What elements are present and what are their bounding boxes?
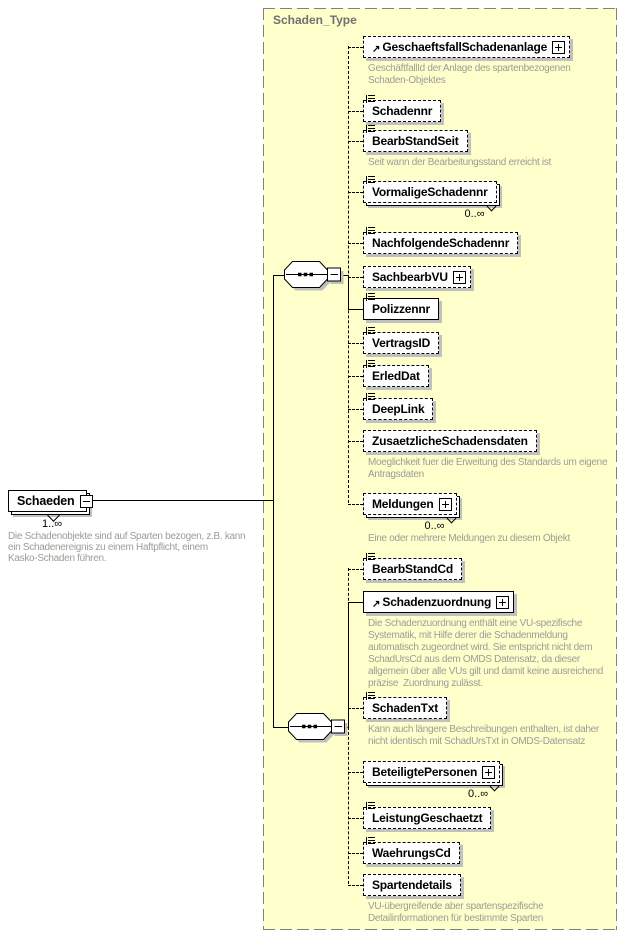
element-waehrungscd[interactable] <box>363 842 460 864</box>
sequence-compositor-2[interactable] <box>288 713 350 747</box>
text-lines-icon <box>366 360 375 368</box>
text-lines-icon <box>366 553 375 561</box>
root-description: Die Schadenobjekte sind auf Sparten bezogen, z.B. kann ein Schadenereignis zu einem Haftpflicht, einem Kasko-Schaden führen. <box>8 531 246 564</box>
multiplicity-label: 0..∞ <box>464 208 485 220</box>
element-annotation: Kann auch längere Beschreibungen enthalten, ist daher nicht identisch mit SchadUrsTxt in OMDS-Datensatz <box>368 724 599 747</box>
connector-line <box>273 275 274 728</box>
element-box-wrap <box>363 697 447 719</box>
element-deeplink[interactable] <box>363 398 433 420</box>
connector-line <box>348 885 363 886</box>
connector-line <box>348 708 363 709</box>
element-row <box>363 332 439 354</box>
element-row <box>363 807 491 829</box>
element-label: VormaligeSchadennr <box>372 185 488 199</box>
connector-line <box>348 602 363 603</box>
element-label: Polizzennr <box>372 302 431 316</box>
connector-line <box>348 602 349 727</box>
element-label: LeistungGeschaetzt <box>372 811 483 825</box>
element-row <box>363 558 462 580</box>
plus-icon[interactable] <box>439 498 452 511</box>
element-row <box>363 842 460 864</box>
element-schaeden[interactable] <box>8 490 87 512</box>
element-row <box>363 130 551 169</box>
element-box-wrap <box>363 232 518 254</box>
element-schadenzuordnung[interactable] <box>363 591 514 613</box>
element-label: BeteiligtePersonen <box>372 765 478 779</box>
text-lines-icon <box>366 692 375 700</box>
element-row <box>363 761 500 800</box>
element-bearbstandcd[interactable] <box>363 558 462 580</box>
plus-icon[interactable] <box>453 271 466 284</box>
element-box-wrap <box>363 591 514 613</box>
element-label: NachfolgendeSchadennr <box>372 236 510 250</box>
element-label: SachbearbVU <box>372 270 448 284</box>
text-lines-icon <box>366 837 375 845</box>
element-annotation: Moeglichkeit fuer die Erweitung des Standards um eigene Antragsdaten <box>368 457 608 480</box>
element-label: Meldungen <box>372 497 434 511</box>
element-row <box>363 591 603 690</box>
connector-line <box>348 309 363 310</box>
element-leistunggeschaetzt[interactable] <box>363 807 491 829</box>
plus-icon[interactable] <box>496 596 509 609</box>
sequence-compositor-1[interactable] <box>284 261 346 295</box>
text-lines-icon <box>366 125 375 133</box>
element-label: VertragsID <box>372 336 431 350</box>
element-label: SchadenTxt <box>372 701 439 715</box>
connector-line <box>80 500 274 501</box>
element-box-wrap <box>363 398 433 420</box>
connector-line <box>348 243 363 244</box>
element-row <box>363 36 570 87</box>
element-row <box>363 298 439 320</box>
element-box-wrap <box>363 266 471 288</box>
element-box-wrap <box>363 298 439 320</box>
element-label: Schadenzuordnung <box>382 595 492 609</box>
element-schadennr[interactable] <box>363 100 441 122</box>
element-box-wrap <box>363 100 441 122</box>
element-annotation: Seit wann der Bearbeitungsstand erreicht ist <box>368 157 552 168</box>
element-box-wrap <box>363 130 468 152</box>
element-row <box>363 874 543 925</box>
text-lines-icon <box>366 802 375 810</box>
element-box-wrap <box>363 842 460 864</box>
connector-line <box>348 818 363 819</box>
connector-line <box>348 275 349 309</box>
element-beteiligtepersonen[interactable] <box>363 761 500 783</box>
plus-icon[interactable] <box>482 766 495 779</box>
element-sachbearbvu[interactable] <box>363 266 471 288</box>
connector-line <box>273 727 289 728</box>
connector-line <box>348 569 363 570</box>
element-box-wrap <box>363 430 537 452</box>
connector-line <box>348 504 363 505</box>
element-label: BearbStandCd <box>372 562 453 576</box>
element-row <box>363 232 518 254</box>
element-spartendetails[interactable] <box>363 874 461 896</box>
element-polizzennr[interactable] <box>363 298 439 320</box>
connector-line <box>348 376 363 377</box>
connector-line <box>348 772 363 773</box>
element-annotation: VU-übergreifende aber spartenspezifische Detailinformationen für bestimmte Sparten <box>368 901 544 924</box>
occurrence-chevron-icon <box>446 514 456 524</box>
element-box-wrap <box>363 332 439 354</box>
arrow-up-right-icon: ↗ <box>372 44 381 55</box>
text-lines-icon <box>366 176 375 184</box>
element-label: GeschaeftsfallSchadenanlage <box>382 40 548 54</box>
element-box-wrap <box>363 181 497 220</box>
element-row <box>363 430 607 481</box>
element-box-wrap <box>363 365 429 387</box>
element-label: BearbStandSeit <box>372 134 459 148</box>
text-lines-icon <box>366 293 375 301</box>
element-erleddat[interactable] <box>363 365 429 387</box>
connector-line <box>348 141 363 142</box>
connector-line <box>348 441 363 442</box>
element-label: ErledDat <box>372 369 420 383</box>
element-label: Schaeden <box>17 494 75 508</box>
element-annotation: GeschäftfallId der Anlage des spartenbezogenen Schaden-Objektes <box>368 63 571 86</box>
element-row <box>363 697 599 748</box>
text-lines-icon <box>366 227 375 235</box>
element-annotation: Die Schadenzuordnung enthält eine VU-spezifische Systematik, mit Hilfe derer die Schadenmeldung automatisch zugeordnet wird. Sie entspricht nicht dem SchadUrsCd aus dem OMDS Datensatz, da dieser allgemein über alle VUs gilt und damit keine ausreichend präzise Zuordnung zulässt. <box>368 618 604 689</box>
element-label: Spartendetails <box>372 878 452 892</box>
connector-line <box>348 409 363 410</box>
connector-line <box>348 111 363 112</box>
element-schadentxt[interactable] <box>363 697 447 719</box>
connector-line <box>348 343 363 344</box>
connector-line <box>348 47 363 48</box>
multiplicity-label: 0..∞ <box>468 788 489 800</box>
element-row <box>363 365 429 387</box>
root-multiplicity: 1..∞ <box>42 518 63 530</box>
element-nachfolgendeschadennr[interactable] <box>363 232 518 254</box>
connector-line <box>348 192 363 193</box>
element-label: WaehrungsCd <box>372 846 451 860</box>
element-box-wrap <box>363 493 457 532</box>
connector-line <box>348 853 363 854</box>
connector-line <box>348 277 363 278</box>
element-box-wrap <box>363 874 461 896</box>
minus-icon[interactable] <box>80 495 93 508</box>
element-meldungen[interactable] <box>363 493 457 515</box>
arrow-up-right-icon: ↗ <box>372 599 381 610</box>
element-box-wrap <box>363 761 500 800</box>
element-bearbstandseit[interactable] <box>363 130 468 152</box>
element-label: DeepLink <box>372 402 425 416</box>
text-lines-icon <box>366 393 375 401</box>
element-row <box>363 100 441 122</box>
multiplicity-label: 0..∞ <box>424 520 445 532</box>
type-title: Schaden_Type <box>273 13 357 27</box>
element-label: ZusaetzlicheSchadensdaten <box>372 434 528 448</box>
text-lines-icon <box>366 95 375 103</box>
text-lines-icon <box>366 327 375 335</box>
element-annotation: Eine oder mehrere Meldungen zu diesem Objekt <box>368 533 570 544</box>
element-zusaetzlicheschadensdaten[interactable] <box>363 430 537 452</box>
element-vertragsid[interactable] <box>363 332 439 354</box>
element-row <box>363 493 570 545</box>
element-box-wrap <box>363 36 570 58</box>
element-vormaligeschadennr[interactable] <box>363 181 497 203</box>
element-box-wrap <box>363 558 462 580</box>
element-label: Schadennr <box>372 104 433 118</box>
element-row <box>363 266 471 288</box>
element-geschaeftsfallschadenanlage[interactable] <box>363 36 570 58</box>
element-row <box>363 181 497 220</box>
plus-icon[interactable] <box>552 41 565 54</box>
element-row <box>363 398 433 420</box>
element-box-wrap <box>363 807 491 829</box>
